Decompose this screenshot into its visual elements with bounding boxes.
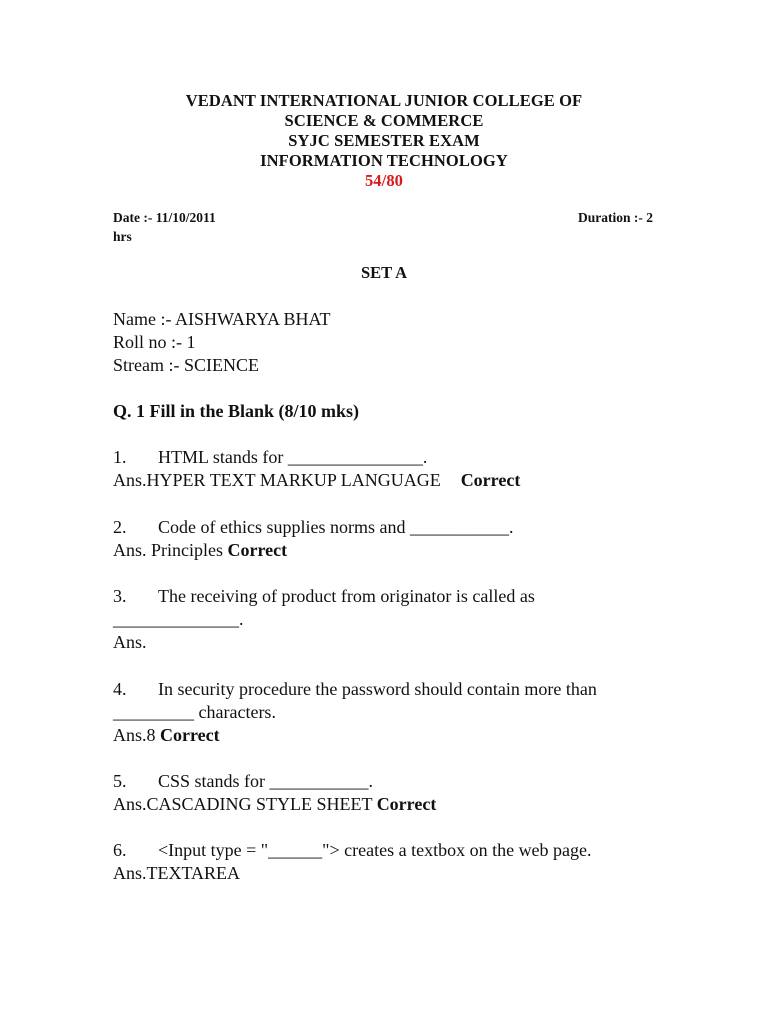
verdict-label: Correct: [376, 794, 437, 814]
section-heading: Q. 1 Fill in the Blank (8/10 mks): [113, 401, 360, 421]
question-text: Code of ethics supplies norms and ___________.: [158, 517, 514, 537]
exam-date: Date :- 11/10/2011: [113, 210, 216, 225]
question-text: The receiving of product from originator is called as: [158, 586, 535, 606]
question-number: 5.: [113, 771, 127, 791]
question-4: [113, 678, 658, 747]
question-text: In security procedure the password should contain more than: [158, 679, 597, 699]
question-number: 3.: [113, 586, 127, 606]
question-5: [113, 770, 658, 816]
question-text-continued: _________ characters.: [113, 702, 276, 722]
exam-duration-continued: hrs: [113, 229, 132, 244]
verdict-label: Correct: [460, 470, 521, 490]
question-3: [113, 585, 658, 654]
question-text: CSS stands for ___________.: [158, 771, 374, 791]
question-1: [113, 446, 658, 492]
exam-header: [0, 91, 768, 191]
verdict-label: Correct: [160, 725, 220, 745]
student-name: Name :- AISHWARYA BHAT: [113, 309, 331, 329]
question-text: <Input type = "______"> creates a textbox on the web page.: [158, 840, 592, 860]
answer-text: Ans.: [113, 632, 147, 652]
exam-meta: [113, 208, 653, 246]
set-label: SET A: [360, 263, 408, 282]
answer-text: Ans.8: [113, 725, 156, 745]
student-roll: Roll no :- 1: [113, 332, 196, 352]
question-2: [113, 516, 658, 562]
question-number: 6.: [113, 840, 127, 860]
college-name-line1: VEDANT INTERNATIONAL JUNIOR COLLEGE OF: [185, 91, 583, 110]
question-text-continued: ______________.: [113, 609, 244, 629]
college-name-line2: SCIENCE & COMMERCE: [284, 111, 484, 130]
question-number: 1.: [113, 447, 127, 467]
answer-text: Ans.TEXTAREA: [113, 863, 241, 883]
question-text: HTML stands for _______________.: [158, 447, 428, 467]
question-number: 4.: [113, 679, 127, 699]
answer-text: Ans. Principles: [113, 540, 223, 560]
total-score: 54/80: [364, 171, 404, 190]
exam-title: SYJC SEMESTER EXAM: [288, 131, 480, 150]
subject-title: INFORMATION TECHNOLOGY: [260, 151, 508, 170]
question-number: 2.: [113, 517, 127, 537]
answer-text: Ans.CASCADING STYLE SHEET: [113, 794, 373, 814]
student-info: [113, 308, 331, 377]
verdict-label: Correct: [227, 540, 288, 560]
answer-text: Ans.HYPER TEXT MARKUP LANGUAGE: [113, 470, 441, 490]
question-6: [113, 839, 658, 885]
exam-duration: Duration :- 2: [578, 210, 653, 225]
student-stream: Stream :- SCIENCE: [113, 355, 259, 375]
